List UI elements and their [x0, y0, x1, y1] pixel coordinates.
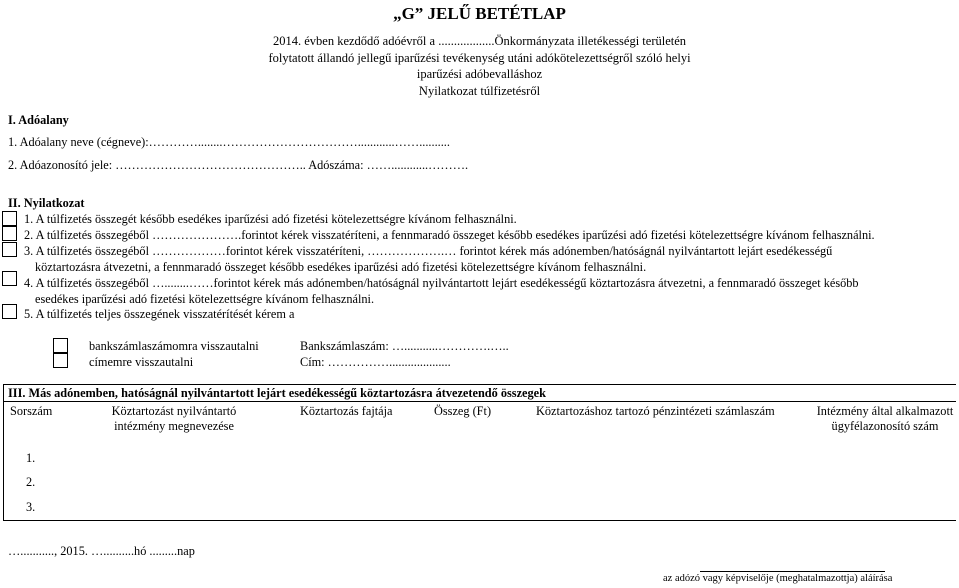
option-1-checkbox[interactable]: [2, 211, 17, 226]
table-row-1: 1.: [26, 451, 36, 465]
taxpayer-name-field[interactable]: 1. Adóalany neve (cégneve):…………........……………………………............……..........: [8, 135, 450, 149]
signature-line: [700, 571, 885, 572]
col-header-debt-type: Köztartozás fajtája: [300, 404, 393, 418]
address-field[interactable]: Cím: ……………....................: [300, 355, 451, 369]
page-title: „G” JELŰ BETÉTLAP: [393, 4, 566, 23]
header-line-1: 2014. évben kezdődő adóévről a ..................Önkormányzata illetékességi területén: [272, 34, 687, 48]
address-transfer-checkbox[interactable]: [53, 353, 68, 368]
section-2-heading: II. Nyilatkozat: [8, 196, 85, 210]
table-header-rule: [3, 401, 956, 402]
option-2-label: 2. A túlfizetés összegéből ………………….forintot kérek visszatéríteni, a fennmaradó összeget később esedékes iparűzési adó fizetési kötelezettségre kívánom felhasználni.: [24, 228, 875, 242]
col-header-institution: Köztartozást nyilvántartó intézmény megnevezése: [111, 404, 237, 433]
table-left-border: [3, 384, 4, 520]
header-line-2: folytatott állandó jellegű iparűzési tevékenység utáni adókötelezettségről szóló helyi: [268, 51, 691, 65]
section-3-heading: III. Más adónemben, hatóságnál nyilvántartott lejárt esedékességű köztartozásra átvezetendő összegek: [8, 386, 546, 400]
bank-account-field[interactable]: Bankszámlaszám: …...........………….…..: [300, 339, 509, 353]
header-line-3: iparűzési adóbevalláshoz: [416, 67, 543, 81]
option-4-label-cont: esedékes iparűzési adó fizetési kötelezettségre kívánom felhasználni.: [35, 292, 375, 306]
option-5-label: 5. A túlfizetés teljes összegének visszatérítését kérem a: [24, 307, 295, 321]
col-header-client-id: Intézmény által alkalmazott ügyfélazonosító szám: [816, 404, 954, 433]
option-4-label: 4. A túlfizetés összegéből …........……forintot kérek más adónemben/hatóságnál nyilvántartott lejárt esedékességű köztartozásra átvezetni, a fennmaradó összeget később: [24, 276, 859, 290]
col-header-amount: Összeg (Ft): [434, 404, 492, 418]
bank-transfer-label: bankszámlaszámomra visszautalni: [89, 339, 259, 353]
option-5-checkbox[interactable]: [2, 304, 17, 319]
option-3-label-cont: köztartozásra átvezetni, a fennmaradó összeget később esedékes iparűzési adó fizetési kötelezettségre kívánom felhasználni.: [35, 260, 647, 274]
signature-label: az adózó vagy képviselője (meghatalmazottja) aláírása: [663, 573, 893, 584]
table-row-2: 2.: [26, 475, 36, 489]
option-4-checkbox[interactable]: [2, 271, 17, 286]
address-transfer-label: címemre visszautalni: [89, 355, 194, 369]
date-field[interactable]: …..........., 2015. …..........hó .........nap: [8, 544, 195, 558]
col-header-account: Köztartozáshoz tartozó pénzintézeti számlaszám: [536, 404, 775, 418]
option-1-label: 1. A túlfizetés összegét később esedékes iparűzési adó fizetési kötelezettségre kívánom felhasználni.: [24, 212, 517, 226]
option-3-label: 3. A túlfizetés összegéből ………………forintot kérek visszatéríteni, ……………….… forintot kérek más adónemben/hatóságnál nyilvántartott lejárt esedékességű: [24, 244, 833, 258]
section-1-heading: I. Adóalany: [8, 113, 69, 127]
option-2-checkbox[interactable]: [2, 226, 17, 241]
option-3-checkbox[interactable]: [2, 242, 17, 257]
tax-id-field[interactable]: 2. Adóazonosító jele: ……………………………………….. Adószáma: ……............……….: [8, 158, 469, 172]
header-line-4: Nyilatkozat túlfizetésről: [418, 84, 541, 98]
col-header-sorszam: Sorszám: [10, 404, 53, 418]
table-bottom-rule: [3, 520, 956, 521]
table-row-3: 3.: [26, 500, 36, 514]
section-3-top-rule: [3, 384, 956, 385]
bank-transfer-checkbox[interactable]: [53, 338, 68, 353]
